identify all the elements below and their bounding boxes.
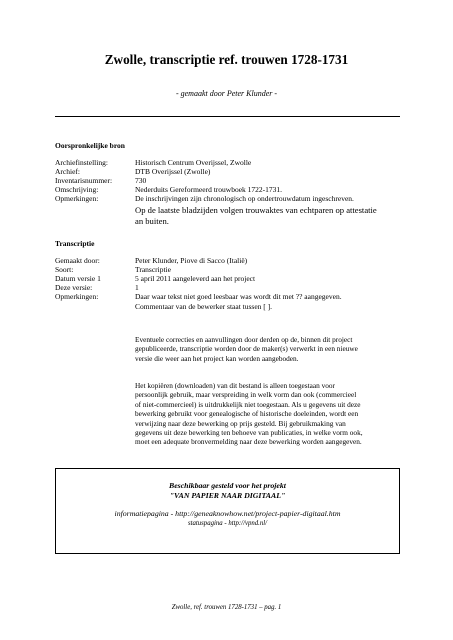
- transcriptie-commentaar: [135, 302, 272, 311]
- field-label: Gemaakt door:: [55, 256, 100, 265]
- info-page-link[interactable]: informatiepagina - http://geneaknowhow.net/project-papier-digitaal.htm: [114, 509, 341, 518]
- section-heading-bron: Oorspronkelijke bron: [55, 141, 125, 150]
- paragraph-line: gegevens uit deze bewerking ten behoeve van publicaties, in welke vorm ook,: [135, 428, 363, 438]
- paragraph-line: verwijzing naar deze bewerking op prijs gesteld. Bij gebruikmaking van: [135, 418, 346, 428]
- commentaar-text: Commentaar van de bewerker staat tussen [ ].: [135, 302, 273, 311]
- field-value: Transcriptie: [135, 265, 171, 274]
- paragraph-line: Eventuele correcties en aanvullingen door derden op de, binnen dit project: [135, 335, 353, 344]
- paragraph-line: bewerking gebruikt voor genealogische of historische doeleinden, wordt een: [135, 409, 359, 419]
- status-page-link[interactable]: statuspagina - http://vpnd.nl/: [187, 520, 268, 527]
- field-label: Opmerkingen:: [55, 194, 99, 203]
- field-label: Omschrijving:: [55, 185, 99, 194]
- field-label: Soort:: [55, 265, 74, 274]
- field-value: 5 april 2011 aangeleverd aan het project: [135, 274, 256, 283]
- box-project-name: "VAN PAPIER NAAR DIGITAAL": [169, 491, 286, 500]
- field-value: DTB Overijssel (Zwolle): [135, 167, 211, 176]
- project-info-box: [55, 468, 400, 554]
- paragraph-line: moet een adequate bronvermelding naar deze bewerking worden aangegeven.: [135, 437, 362, 447]
- field-label: Inventarisnummer:: [55, 176, 113, 185]
- paragraph-line: persoonlijk gebruik, maar verspreiding in welk vorm dan ook (commercieel: [135, 390, 357, 400]
- box-heading: Beschikbaar gesteld voor het projekt: [169, 481, 286, 490]
- paragraph-line: Het kopiëren (downloaden) van dit bestand is alleen toegestaan voor: [135, 381, 335, 390]
- paragraph-line: versie die weer aan het project kan worden aangeboden.: [135, 353, 299, 363]
- field-value: Peter Klunder, Piove di Sacco (Italië): [135, 256, 248, 265]
- bron-opmerking-line-1: Op de laatste bladzijden volgen trouwaktes van echtparen op attestatie: [135, 205, 377, 215]
- field-label: Opmerkingen:: [55, 292, 99, 301]
- field-value: De inschrijvingen zijn chronologisch op ondertrouwdatum ingeschreven.: [135, 194, 354, 203]
- field-value: 730: [135, 176, 147, 185]
- subtitle: - gemaakt door Peter Klunder -: [175, 89, 278, 98]
- field-value: Historisch Centrum Overijssel, Zwolle: [135, 158, 252, 167]
- page-footer: Zwolle, ref. trouwen 1728-1731 – pag. 1: [171, 604, 282, 611]
- field-value: 1: [135, 283, 139, 292]
- paragraph-copyright: [135, 381, 400, 447]
- field-label: Archiefinstelling:: [55, 158, 108, 167]
- field-label: Archief:: [55, 167, 80, 176]
- bron-opmerking-line-2: an buiten.: [135, 216, 169, 226]
- field-label: Datum versie 1: [55, 274, 101, 283]
- field-value: Daar waar tekst niet goed leesbaar was wordt dit met ?? aangegeven.: [135, 292, 342, 301]
- page-title: Zwolle, transcriptie ref. trouwen 1728-1731: [104, 52, 349, 67]
- field-value: Nederduits Gereformeerd trouwboek 1722-1731.: [135, 185, 283, 194]
- paragraph-corrections: [135, 335, 400, 363]
- section-heading-transcriptie: Transcriptie: [55, 239, 95, 248]
- paragraph-line: gepubliceerde, transcriptie worden door de maker(s) verwerkt in een nieuwe: [135, 344, 358, 354]
- paragraph-line: of niet-commercieel) is uitdrukkelijk niet toegestaan. Als u gegevens uit deze: [135, 399, 361, 409]
- field-label: Deze versie:: [55, 283, 93, 292]
- divider: [55, 116, 400, 117]
